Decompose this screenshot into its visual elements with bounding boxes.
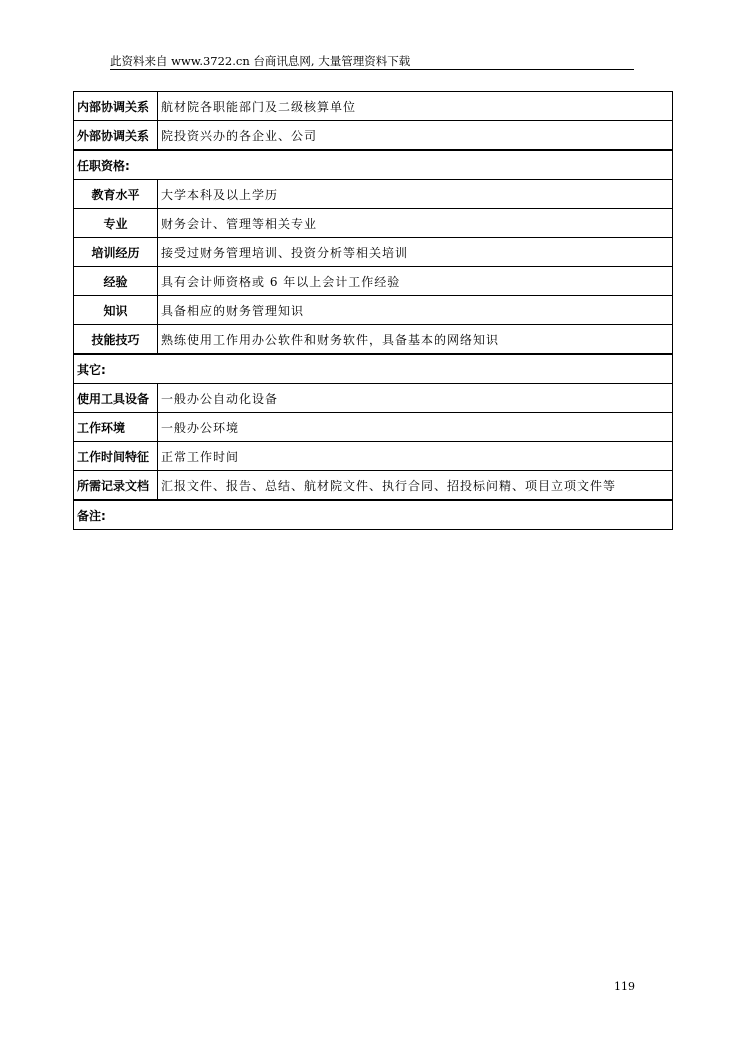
row-value: 接受过财务管理培训、投资分析等相关培训 — [158, 238, 673, 267]
table-row — [74, 121, 673, 151]
row-label: 所需记录文档 — [74, 471, 158, 501]
table-row — [74, 325, 673, 355]
section-title: 备注: — [74, 500, 673, 530]
page-header-text: 此资料来自 www.3722.cn 台商讯息网, 大量管理资料下载 — [110, 54, 411, 68]
table-row — [74, 384, 673, 413]
row-label: 工作环境 — [74, 413, 158, 442]
row-value: 一般办公自动化设备 — [158, 384, 673, 413]
section-title: 其它: — [74, 354, 673, 384]
row-label: 工作时间特征 — [74, 442, 158, 471]
table-row — [74, 442, 673, 471]
row-value: 院投资兴办的各企业、公司 — [158, 121, 673, 151]
row-value: 大学本科及以上学历 — [158, 180, 673, 209]
row-value: 财务会计、管理等相关专业 — [158, 209, 673, 238]
row-label: 专业 — [74, 209, 158, 238]
row-label: 经验 — [74, 267, 158, 296]
row-label: 外部协调关系 — [74, 121, 158, 151]
table-row — [74, 296, 673, 325]
section-header-qualifications — [74, 150, 673, 180]
row-value: 熟练使用工作用办公软件和财务软件，具备基本的网络知识 — [158, 325, 673, 355]
row-label: 技能技巧 — [74, 325, 158, 355]
row-value: 正常工作时间 — [158, 442, 673, 471]
table-row — [74, 413, 673, 442]
row-value: 汇报文件、报告、总结、航材院文件、执行合同、招投标问精、项目立项文件等 — [158, 471, 673, 501]
header-divider — [110, 69, 634, 70]
row-label: 培训经历 — [74, 238, 158, 267]
table-row — [74, 471, 673, 501]
section-header-other — [74, 354, 673, 384]
row-value: 一般办公环境 — [158, 413, 673, 442]
table-row — [74, 92, 673, 121]
row-label: 知识 — [74, 296, 158, 325]
section-title: 任职资格: — [74, 150, 673, 180]
table-row — [74, 238, 673, 267]
row-value: 航材院各职能部门及二级核算单位 — [158, 92, 673, 121]
row-label: 教育水平 — [74, 180, 158, 209]
row-label: 使用工具设备 — [74, 384, 158, 413]
table-row — [74, 267, 673, 296]
row-value: 具备相应的财务管理知识 — [158, 296, 673, 325]
row-value: 具有会计师资格或 6 年以上会计工作经验 — [158, 267, 673, 296]
row-label: 内部协调关系 — [74, 92, 158, 121]
page-number: 119 — [614, 980, 635, 993]
job-description-table — [73, 91, 673, 530]
table-row — [74, 209, 673, 238]
table-row — [74, 180, 673, 209]
section-header-notes — [74, 500, 673, 530]
